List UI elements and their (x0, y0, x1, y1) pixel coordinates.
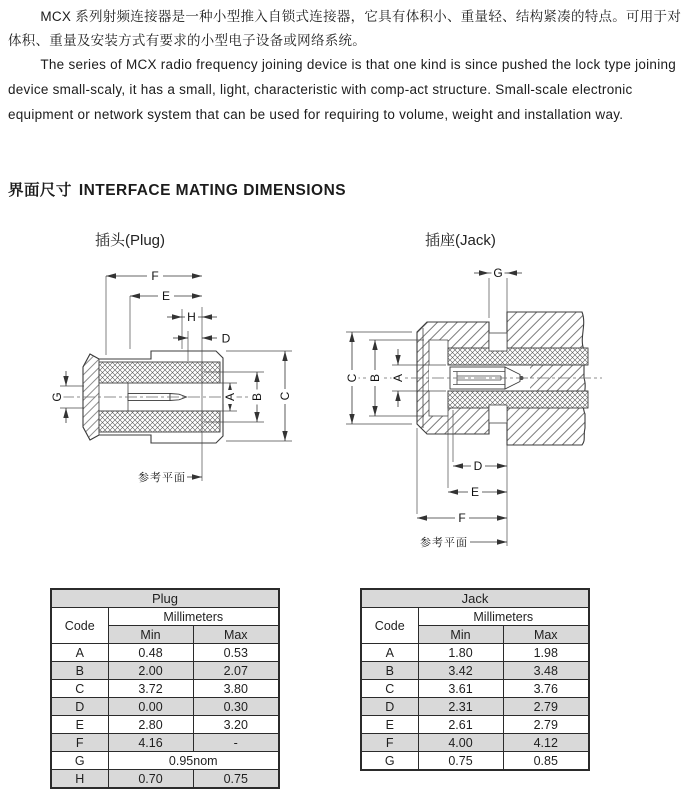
table-row (361, 662, 589, 680)
code-cell: C (51, 680, 108, 698)
value-cell: 3.80 (193, 680, 279, 698)
plug-reference-plane-label: 参考平面 (138, 472, 186, 484)
table-row (51, 662, 279, 680)
plug-table-unit-header: Millimeters (108, 608, 279, 626)
plug-dim-B: B (250, 392, 264, 402)
value-cell: 0.75 (193, 770, 279, 789)
table-row (51, 770, 279, 789)
jack-dim-G: G (493, 266, 503, 280)
plug-table-body (51, 644, 279, 789)
section-heading (8, 178, 346, 200)
value-cell: 0.85 (503, 752, 589, 771)
value-cell: 3.42 (418, 662, 503, 680)
plug-table-max-header: Max (193, 626, 279, 644)
jack-table-body (361, 644, 589, 771)
value-cell: 4.00 (418, 734, 503, 752)
plug-table-unit-row (51, 608, 279, 626)
value-cell: 2.79 (503, 698, 589, 716)
plug-dim-E: E (161, 289, 171, 303)
value-cell: 2.79 (503, 716, 589, 734)
value-cell: 2.07 (193, 662, 279, 680)
jack-dim-E: E (470, 485, 480, 499)
table-row (361, 644, 589, 662)
value-cell: 3.76 (503, 680, 589, 698)
value-cell: 3.61 (418, 680, 503, 698)
code-cell: D (361, 698, 418, 716)
code-cell: C (361, 680, 418, 698)
plug-table-min-header: Min (108, 626, 193, 644)
table-row (361, 752, 589, 771)
table-row (51, 680, 279, 698)
table-row (51, 752, 279, 770)
table-row (361, 734, 589, 752)
value-cell: 0.30 (193, 698, 279, 716)
jack-dim-F: F (458, 511, 466, 525)
plug-dim-H: H (187, 310, 196, 324)
code-cell: G (51, 752, 108, 770)
intro-paragraph-en: The series of MCX radio frequency joining device is that one kind is since pushed the lock type joining device small-scaly, it has a small, light, characteristic with comp-act structure. Small-scale electronic equipment or network system that can be used for requiring to volume, weight and installation way. (8, 57, 677, 122)
code-cell: D (51, 698, 108, 716)
code-cell: A (51, 644, 108, 662)
value-cell: 2.31 (418, 698, 503, 716)
jack-table-title: Jack (361, 589, 589, 608)
value-cell: 0.70 (108, 770, 193, 789)
plug-diagram-title: 插头(Plug) (95, 232, 166, 249)
table-row (51, 716, 279, 734)
intro-paragraph-cn: MCX 系列射频连接器是一种小型推入自锁式连接器，它具有体积小、重量轻、结构紧凑的特点。可用于对体积、重量及安装方式有要求的小型电子设备或网络系统。 (8, 9, 682, 48)
value-cell: 0.95nom (108, 752, 279, 770)
plug-dim-D: D (221, 331, 231, 346)
value-cell: 3.72 (108, 680, 193, 698)
jack-dimensions-table (360, 588, 590, 771)
code-cell: F (51, 734, 108, 752)
code-cell: G (361, 752, 418, 771)
value-cell: 3.20 (193, 716, 279, 734)
value-cell: 3.48 (503, 662, 589, 680)
jack-dim-C: C (345, 373, 359, 383)
code-cell: E (51, 716, 108, 734)
value-cell: 0.48 (108, 644, 193, 662)
jack-notch-bottom (489, 405, 507, 423)
jack-section-drawing (340, 250, 700, 580)
section-heading-en: INTERFACE MATING DIMENSIONS (78, 182, 347, 199)
jack-insulator-top-hatch (448, 348, 588, 365)
code-cell: F (361, 734, 418, 752)
table-row (361, 680, 589, 698)
plug-table-code-header: Code (51, 608, 108, 644)
code-cell: H (51, 770, 108, 789)
table-row (361, 716, 589, 734)
code-cell: A (361, 644, 418, 662)
plug-dim-C: C (278, 391, 292, 401)
jack-dim-D: D (473, 459, 483, 473)
code-cell: B (51, 662, 108, 680)
value-cell: 2.00 (108, 662, 193, 680)
plug-dim-F: F (151, 269, 159, 283)
value-cell: 1.80 (418, 644, 503, 662)
value-cell: 4.12 (503, 734, 589, 752)
value-cell: 0.53 (193, 644, 279, 662)
code-cell: B (361, 662, 418, 680)
value-cell: 0.75 (418, 752, 503, 771)
table-row (51, 644, 279, 662)
jack-table-unit-header: Millimeters (418, 608, 589, 626)
plug-section-drawing (20, 250, 350, 505)
jack-table-max-header: Max (503, 626, 589, 644)
jack-table-code-header: Code (361, 608, 418, 644)
section-heading-cn: 界面尺寸 (8, 182, 72, 199)
jack-dim-A: A (391, 373, 405, 383)
table-row (51, 734, 279, 752)
jack-table-unit-row (361, 608, 589, 626)
plug-dim-G: G (50, 392, 64, 402)
value-cell: 4.16 (108, 734, 193, 752)
plug-table-title: Plug (51, 589, 279, 608)
jack-notch-top (489, 333, 507, 351)
plug-table-title-row (51, 589, 279, 608)
plug-dim-A: A (223, 392, 237, 402)
value-cell: - (193, 734, 279, 752)
value-cell: 0.00 (108, 698, 193, 716)
table-row (51, 698, 279, 716)
jack-diagram-title: 插座(Jack) (425, 232, 496, 249)
jack-dim-B: B (368, 373, 382, 383)
jack-table-title-row (361, 589, 589, 608)
value-cell: 1.98 (503, 644, 589, 662)
plug-dimensions-table (50, 588, 280, 789)
value-cell: 2.80 (108, 716, 193, 734)
jack-insulator-bottom-hatch (448, 391, 588, 408)
jack-table-min-header: Min (418, 626, 503, 644)
value-cell: 2.61 (418, 716, 503, 734)
jack-reference-plane-label: 参考平面 (420, 537, 468, 549)
code-cell: E (361, 716, 418, 734)
table-row (361, 698, 589, 716)
